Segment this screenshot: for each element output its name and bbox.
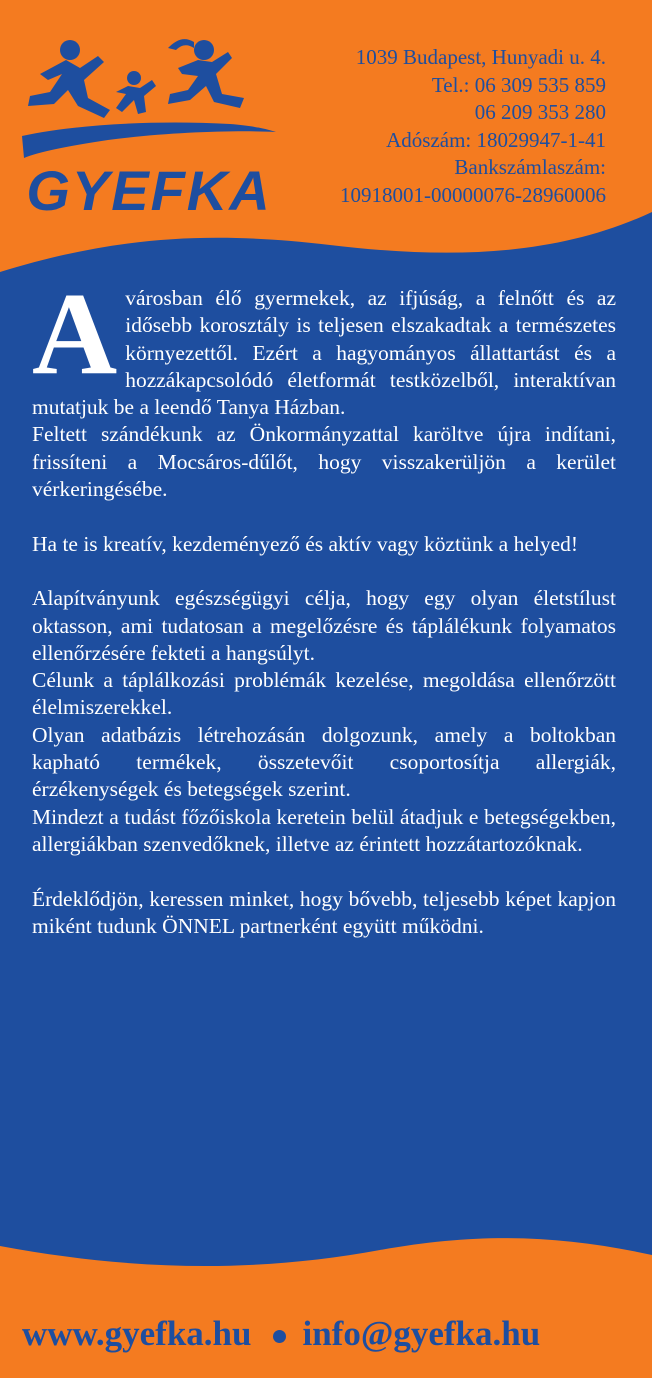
- paragraph-8: Érdeklődjön, keressen minket, hogy bővebb, teljesebb képet kapjon miként tudunk ÖNNEL partnerként együtt működni.: [32, 886, 616, 938]
- bank-label: Bankszámlaszám:: [454, 155, 606, 179]
- bank-number: 10918001-00000076-28960006: [340, 182, 606, 207]
- paragraph-2: Feltett szándékunk az Önkormányzattal karöltve újra indítani, frissíteni a Mocsáros-dűlőt, hogy visszakerüljön a kerület vérkeringésébe.: [32, 422, 616, 502]
- address: 1039 Budapest, Hunyadi u. 4.: [355, 45, 606, 69]
- contact-block: [340, 44, 606, 209]
- logo-text: GYEFKA: [26, 159, 272, 222]
- logo: [18, 28, 280, 228]
- drop-cap: A: [32, 268, 118, 399]
- email-link[interactable]: info@gyefka.hu: [302, 1314, 541, 1353]
- footer: [22, 1314, 642, 1354]
- phone-1: Tel.: 06 309 535 859: [431, 72, 606, 97]
- website-link[interactable]: www.gyefka.hu: [22, 1314, 252, 1353]
- phone-2: 06 209 353 280: [474, 100, 606, 124]
- intro-paragraph: Avárosban élő gyermekek, az ifjúság, a felnőtt és az idősebb korosztály is teljesen elszakadtak a természetes környezettől. Ezért a hagyományos állattartást és a hozzákapcsolódó életformát testközelből, interaktívan mutatjuk be a leendő Tanya Házban.: [32, 268, 616, 420]
- paragraph-3: Ha te is kreatív, kezdeményező és aktív vagy köztünk a helyed!: [32, 531, 579, 556]
- paragraph-4: Alapítványunk egészségügyi célja, hogy egy olyan életstílust oktasson, ami tudatosan a megelőzésre és táplálékunk folyamatos ellenőrzésére fekteti a hangsúlyt.: [32, 586, 616, 665]
- body-text: [32, 268, 616, 940]
- paragraph-5: Célunk a táplálkozási problémák kezelése, megoldása ellenőrzött élelmiszerekkel.: [32, 668, 616, 720]
- separator-dot: [273, 1330, 286, 1343]
- running-family-icon: [22, 39, 276, 158]
- paragraph-7: Mindezt a tudást főzőiskola keretein belül átadjuk e betegségekben, allergiákban szenvedőknek, illetve az érintett hozzátartozóknak.: [32, 804, 616, 856]
- paragraph-6: Olyan adatbázis létrehozásán dolgozunk, amely a boltokban kapható termékek, összetevőit csoportosítja allergiák, érzékenységek és betegségek szerint.: [32, 722, 616, 802]
- tax-number: Adószám: 18029947-1-41: [386, 127, 606, 152]
